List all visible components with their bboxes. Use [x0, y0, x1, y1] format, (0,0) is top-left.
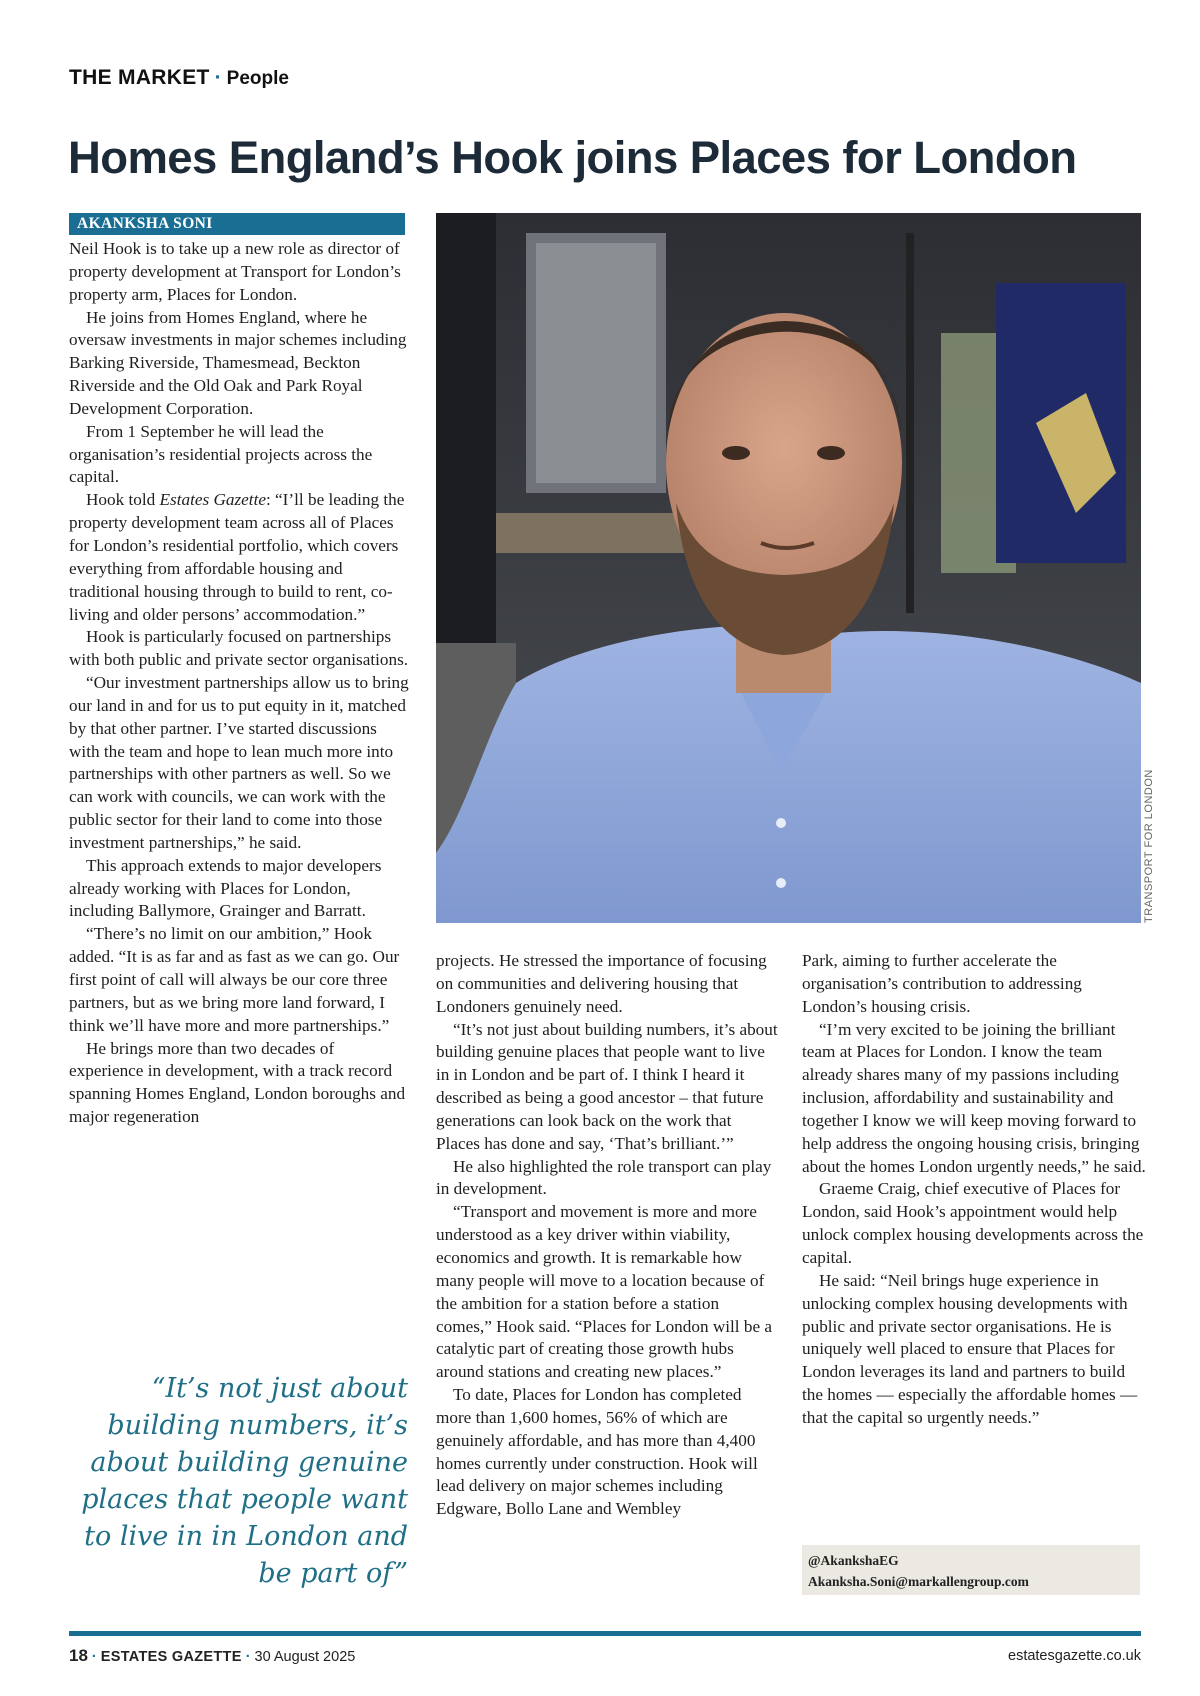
byline: AKANKSHA SONI	[69, 213, 405, 235]
paragraph: Neil Hook is to take up a new role as director of property development at Transport for London’s property arm, Places for London.	[69, 239, 401, 304]
section-separator: ·	[214, 66, 222, 89]
article-headline: Homes England’s Hook joins Places for London	[68, 132, 1077, 183]
paragraph: To date, Places for London has completed more than 1,600 homes, 56% of which are genuinely affordable, and has more than 4,400 homes currently under construction. Hook will lead delivery on major schemes including Edgware, Bollo Lane and Wembley	[436, 1385, 758, 1519]
paragraph: “I’m very excited to be joining the brilliant team at Places for London. I know the team already shares many of my passions including inclusion, affordability and sustainability and together I know we will keep moving forward to help address the ongoing housing crisis, bringing about the homes London urgently needs,” he said.	[802, 1019, 1146, 1176]
footer-divider	[69, 1631, 1141, 1636]
paragraph: He brings more than two decades of experience in development, with a track record spanning Homes England, London boroughs and major regeneration	[69, 1038, 406, 1127]
section-header	[69, 66, 289, 90]
paragraph: Graeme Craig, chief executive of Places for London, said Hook’s appointment would help unlock complex housing developments across the capital.	[802, 1179, 1144, 1267]
paragraph: “Our investment partnerships allow us to bring our land in and for us to put equity in it, matched by that other partner. I’ve started discussions with the team and hope to lean much more into partnerships with other partners as well. So we can work with councils, we can work with the public sector for their land to come into those investment partnerships,” he said.	[69, 673, 409, 852]
footer-separator: ·	[91, 1649, 97, 1665]
paragraph-quote	[69, 489, 411, 626]
quote-open: : “I’ll be	[265, 490, 325, 510]
article-column-3	[802, 950, 1147, 1430]
pull-quote: “It’s not just about building numbers, it’s about building genuine places that people want to live in in London and be part of”	[81, 1373, 408, 1589]
issue-date: 30 August 2025	[254, 1649, 356, 1665]
page-number: 18	[69, 1646, 88, 1665]
paragraph: Park, aiming to further accelerate the organisation’s contribution to addressing London’s housing crisis.	[802, 951, 1082, 1016]
author-email[interactable]: Akanksha.Soni@markallengroup.com	[808, 1574, 1029, 1589]
quote-intro: Hook told	[86, 490, 160, 510]
paragraph: This approach extends to major developers already working with Places for London, including Ballymore, Grainger and Barratt.	[69, 855, 382, 921]
paragraph: “It’s not just about building numbers, it’s about building genuine places that people want to live in in London and be part of. I think I heard it described as being a good ancestor – that future generations can look back on the work that Places has done and say, ‘That’s brilliant.’”	[436, 1019, 778, 1153]
footer-folio	[69, 1646, 355, 1666]
footer-separator: ·	[245, 1649, 251, 1665]
paragraph: He also highlighted the role transport can play in development.	[436, 1156, 772, 1199]
paragraph: Hook is particularly focused on partnerships with both public and private sector organisations.	[69, 627, 409, 670]
author-contact-box	[802, 1545, 1140, 1595]
paragraph: “Transport and movement is more and more understood as a key driver within viability, economics and growth. It is remarkable how many people will move to a location because of the ambition for a station before a station comes,” Hook said. “Places for London will be a catalytic part of creating those growth hubs around stations and creating new places.”	[436, 1202, 773, 1382]
paragraph: projects. He stressed the importance of focusing on communities and delivering housing that Londoners genuinely need.	[436, 951, 767, 1016]
subsection-title: People	[226, 68, 289, 89]
publication-website[interactable]: estatesgazette.co.uk	[1008, 1648, 1141, 1664]
paragraph: He said: “Neil brings huge experience in unlocking complex housing developments with public and private sector organisations. He is uniquely well placed to ensure that Places for London leverages its land and partners to build the homes — especially the affordable homes — that the capital so urgently needs.”	[802, 1270, 1138, 1427]
publication-name: Estates Gazette	[159, 490, 266, 510]
article-column-1	[69, 238, 411, 1129]
author-social-handle[interactable]: @AkankshaEG	[808, 1553, 899, 1568]
paragraph: He joins from Homes England, where he oversaw investments in major schemes including Barking Riverside, Thamesmead, Beckton Riverside and the Old Oak and Park Royal Development Corporation.	[69, 307, 407, 418]
paragraph: “There’s no limit on our ambition,” Hook added. “It is as far and as fast as we can go. Our first point of call will always be our core three partners, but as we bring more land forward, I think we’ll have more and more partnerships.”	[69, 924, 400, 1035]
photo-credit-text: TRANSPORT FOR LONDON	[1143, 769, 1155, 923]
section-title: THE MARKET	[69, 66, 210, 89]
portrait-illustration	[436, 213, 1141, 923]
quote-body: leading the property development team across all of Places for London’s residential portfolio, which covers everything from affordable housing and traditional housing through to build to rent, co-living and older persons’ accommodation.”	[69, 490, 405, 624]
paragraph: From 1 September he will lead the organisation’s residential projects across the capital.	[69, 421, 373, 487]
article-column-2	[436, 950, 778, 1521]
publication-name: ESTATES GAZETTE	[100, 1649, 242, 1665]
article-photo	[436, 213, 1141, 923]
